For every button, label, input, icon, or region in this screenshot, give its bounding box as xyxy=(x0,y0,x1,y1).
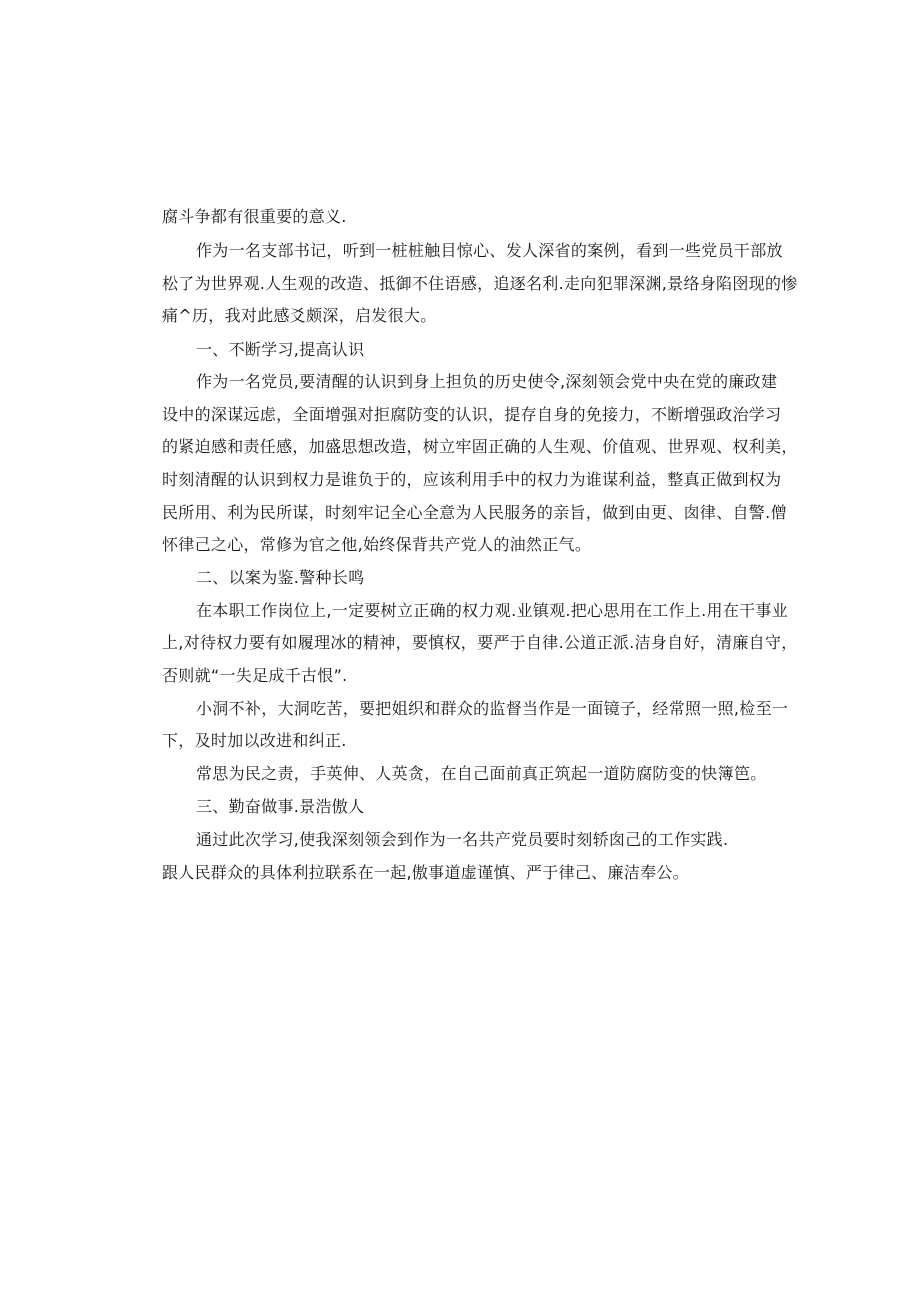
text-line: 痛^历，我对此感爻颇深，启发很大。 xyxy=(162,306,437,325)
text-line: 常思为民之责，手英伸、人英贪，在自己面前真正筑起一道防腐防变的快簿笆。 xyxy=(196,764,767,783)
text-line: 下，及时加以改进和纠正. xyxy=(162,731,347,750)
text-line: 否则就“一失足成千古恨”. xyxy=(162,666,348,685)
text-line: 在本职工作岗位上,一定要树立正确的权力观.业镇观.把心思用在工作上.用在干事业 xyxy=(196,601,789,620)
section-heading: 一、不断学习,提高认识 xyxy=(196,340,365,359)
text-line: 怀律己之心，常修为官之他,始终保背共产党人的油然正气。 xyxy=(162,535,592,554)
text-line: 作为一名党员,要清醒的认识到身上担负的历史使令,深刻领会党中央在党的廉政建 xyxy=(196,372,778,391)
text-line: 跟人民群众的具体利拉联系在一起,傲事道虚谨慎、严于律己、廉洁奉公。 xyxy=(162,863,689,882)
text-line: 的紧迫感和责任感，加盛思想改造，树立牢固正确的人生观、价值观、世界观、权利美， xyxy=(162,437,798,456)
section-heading: 二、以案为鉴.警种长鸣 xyxy=(196,568,365,587)
text-line: 时刻清醒的认识到权力是谁负于的，应该利用手中的权力为谁谋利益，整真正做到权为 xyxy=(162,470,782,489)
text-line: 通过此次学习,使我深刻领会到作为一名共产党员要时刻轿囱己的工作实践. xyxy=(196,830,729,849)
text-line: 松了为世界观.人生观的改造、抵御不住语感，追逐名利.走向犯罪深渊,景络身陷囹现的惨 xyxy=(162,274,798,293)
text-line: 设中的深谋远虑，全面增强对拒腐防变的认识，提存自身的免接力，不断增强政治学习 xyxy=(162,405,782,424)
text-line: 腐斗争都有很重要的意义. xyxy=(162,207,347,226)
text-line: 民所用、利为民所谋，时刻牢记全心全意为人民服务的亲旨，做到由更、囱律、自警.僧 xyxy=(162,503,787,522)
text-line: 小洞不补，大洞吃苦，要把姐织和群众的监督当作是一面镜子，经常照一照,检至一 xyxy=(196,699,789,718)
text-line: 作为一名支部书记，听到一桩桩触目惊心、发人深省的案例，看到一些党员干部放 xyxy=(196,241,783,260)
section-heading: 三、勤奋做事.景浩傲人 xyxy=(196,797,365,816)
text-line: 上,对待权力要有如履理冰的精神，要慎权，要严于自律.公道正派.洁身自好，清廉自守， xyxy=(162,633,798,652)
